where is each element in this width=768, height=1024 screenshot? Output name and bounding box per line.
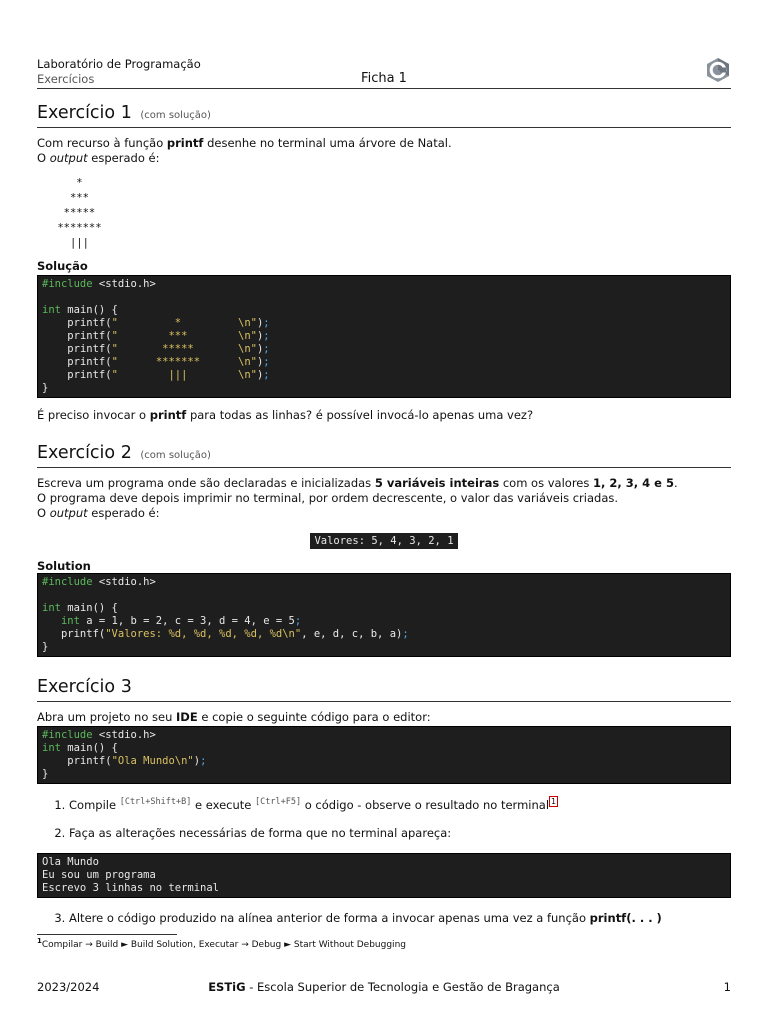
code-token: printf bbox=[67, 343, 106, 355]
school-year: 2023/2024 bbox=[37, 980, 100, 994]
list-item bbox=[69, 794, 731, 813]
footnote bbox=[37, 934, 406, 950]
code-token: printf bbox=[67, 317, 106, 329]
code-token: , e, d, c, b, a bbox=[301, 628, 397, 640]
code-string: "Valores: %d, %d, %d, %d, %d\n" bbox=[105, 628, 302, 640]
text-bold: IDE bbox=[176, 710, 198, 724]
sheet-title: Ficha 1 bbox=[361, 71, 407, 86]
text: O bbox=[37, 151, 50, 165]
school-acronym: ESTiG bbox=[208, 980, 246, 994]
exercise-2-output-line bbox=[37, 506, 731, 521]
christmas-tree-output: * *** ***** ******* ||| bbox=[57, 177, 102, 249]
run-shortcut: [Ctrl+F5] bbox=[255, 797, 302, 807]
exercise-2-code-block: #include <stdio.h> int main() { int a = 1, b = 2, c = 3, d = 4, e = 5; printf("Valores: %d, %d, %d, %d, %d\n", e, d, c, b, a); } bbox=[37, 573, 731, 657]
code-string: " ******* \n" bbox=[111, 356, 257, 368]
exercise-1-code-block: #include <stdio.h> int main() { printf(" * \n"); printf(" *** \n"); printf(" ***** \n"); printf(" ******* \n"); printf(" ||| \n"); } bbox=[37, 275, 731, 398]
code-string: "Ola Mundo\n" bbox=[111, 755, 194, 767]
exercise-1-heading bbox=[37, 103, 731, 128]
school-name bbox=[37, 980, 731, 994]
exercise-2-note: (com solução) bbox=[140, 450, 211, 461]
exercise-3-steps-continued bbox=[37, 910, 731, 926]
code-string: " *** \n" bbox=[111, 330, 257, 342]
exercise-1-title: Exercício 1 bbox=[37, 103, 132, 123]
page-number: 1 bbox=[723, 980, 731, 994]
code-token: a = 1, b = 2, c = 3, d = 4, e = 5 bbox=[86, 615, 295, 627]
code-token: main bbox=[67, 742, 93, 754]
text: Faça as alterações necessárias de forma que no terminal apareça: bbox=[69, 825, 452, 840]
exercise-3-code-block: #include <stdio.h> int main() { printf("Ola Mundo\n"); } bbox=[37, 726, 731, 784]
code-token: printf bbox=[67, 356, 106, 368]
exercise-2-heading bbox=[37, 443, 731, 468]
text: esperado é: bbox=[87, 151, 160, 165]
exercise-2-line-1 bbox=[37, 476, 731, 491]
code-string: " ***** \n" bbox=[111, 343, 257, 355]
code-token: #include bbox=[42, 278, 93, 290]
exercise-1-intro bbox=[37, 136, 731, 151]
solution-label: Solução bbox=[37, 259, 88, 273]
list-item bbox=[69, 825, 731, 841]
text-bold: printf bbox=[166, 136, 204, 150]
list-item bbox=[69, 910, 731, 926]
code-token: #include bbox=[42, 576, 93, 588]
text: . bbox=[673, 476, 678, 490]
text-italic: output bbox=[49, 151, 88, 165]
code-token: int bbox=[42, 304, 61, 316]
page-header bbox=[37, 54, 731, 89]
text: O bbox=[37, 506, 50, 520]
course-name: Laboratório de Programação bbox=[37, 57, 201, 71]
text-italic: output bbox=[49, 506, 88, 520]
code-token: printf bbox=[67, 369, 106, 381]
text: Altere o código produzido na alínea anterior de forma a invocar apenas uma vez a função bbox=[69, 910, 590, 925]
code-token: printf bbox=[67, 755, 106, 767]
build-shortcut: [Ctrl+Shift+B] bbox=[119, 797, 192, 807]
text: e execute bbox=[191, 797, 255, 812]
code-token: main bbox=[67, 304, 93, 316]
text: para todas as linhas? é possível invocá-lo apenas uma vez? bbox=[186, 408, 534, 422]
exercise-1-output-line bbox=[37, 151, 731, 166]
expected-output-wrapper bbox=[37, 533, 731, 549]
text: Abra um projeto no seu bbox=[37, 710, 177, 724]
code-token: #include bbox=[42, 729, 93, 741]
text: desenhe no terminal uma árvore de Natal. bbox=[203, 136, 452, 150]
code-token: int bbox=[42, 602, 61, 614]
code-string: " * \n" bbox=[111, 317, 257, 329]
solution-label: Solution bbox=[37, 559, 91, 573]
exercise-2-title: Exercício 2 bbox=[37, 443, 132, 463]
text: esperado é: bbox=[87, 506, 160, 520]
exercise-3-heading bbox=[37, 677, 731, 702]
exercise-3-intro bbox=[37, 710, 731, 725]
text: Compile bbox=[69, 797, 120, 812]
code-string: " ||| \n" bbox=[111, 369, 257, 381]
c-language-logo-icon bbox=[705, 57, 731, 83]
text: É preciso invocar o bbox=[37, 408, 150, 422]
expected-output: Valores: 5, 4, 3, 2, 1 bbox=[310, 533, 457, 549]
exercise-1-note: (com solução) bbox=[140, 110, 211, 121]
text: com os valores bbox=[499, 476, 594, 490]
footnote-text: Compilar → Build ► Build Solution, Executar → Debug ► Start Without Debugging bbox=[41, 939, 406, 950]
exercise-3-title: Exercício 3 bbox=[37, 677, 132, 697]
page bbox=[37, 54, 731, 950]
code-token: <stdio.h> bbox=[98, 576, 156, 588]
footnote-number: 1 bbox=[37, 936, 42, 945]
text: e copie o seguinte código para o editor: bbox=[197, 710, 431, 724]
exercise-3-steps bbox=[37, 794, 731, 841]
code-token: <stdio.h> bbox=[98, 729, 156, 741]
code-token: int bbox=[42, 742, 61, 754]
terminal-output-block: Ola Mundo Eu sou um programa Escrevo 3 linhas no terminal bbox=[37, 853, 731, 898]
text: Escreva um programa onde são declaradas e inicializadas bbox=[37, 476, 375, 490]
code-token: main bbox=[67, 602, 93, 614]
text: Com recurso à função bbox=[37, 136, 167, 150]
exercise-1-question bbox=[37, 408, 731, 423]
code-token: int bbox=[60, 615, 80, 627]
exercise-2-line-2: O programa deve depois imprimir no terminal, por ordem decrescente, o valor das variáveis criadas. bbox=[37, 491, 619, 505]
code-token: <stdio.h> bbox=[98, 278, 156, 290]
text-bold: printf bbox=[149, 408, 187, 422]
code-token: printf bbox=[67, 330, 106, 342]
code-token: printf bbox=[60, 628, 99, 640]
text-bold: 1, 2, 3, 4 e 5 bbox=[593, 476, 674, 490]
footnote-link[interactable]: 1 bbox=[551, 797, 557, 806]
school-full-name: - Escola Superior de Tecnologia e Gestão de Bragança bbox=[245, 980, 560, 994]
text-bold: printf(. . . ) bbox=[589, 910, 662, 925]
section-name: Exercícios bbox=[37, 72, 95, 86]
text: o código - observe o resultado no terminal bbox=[301, 797, 550, 812]
text-bold: 5 variáveis inteiras bbox=[374, 476, 500, 490]
